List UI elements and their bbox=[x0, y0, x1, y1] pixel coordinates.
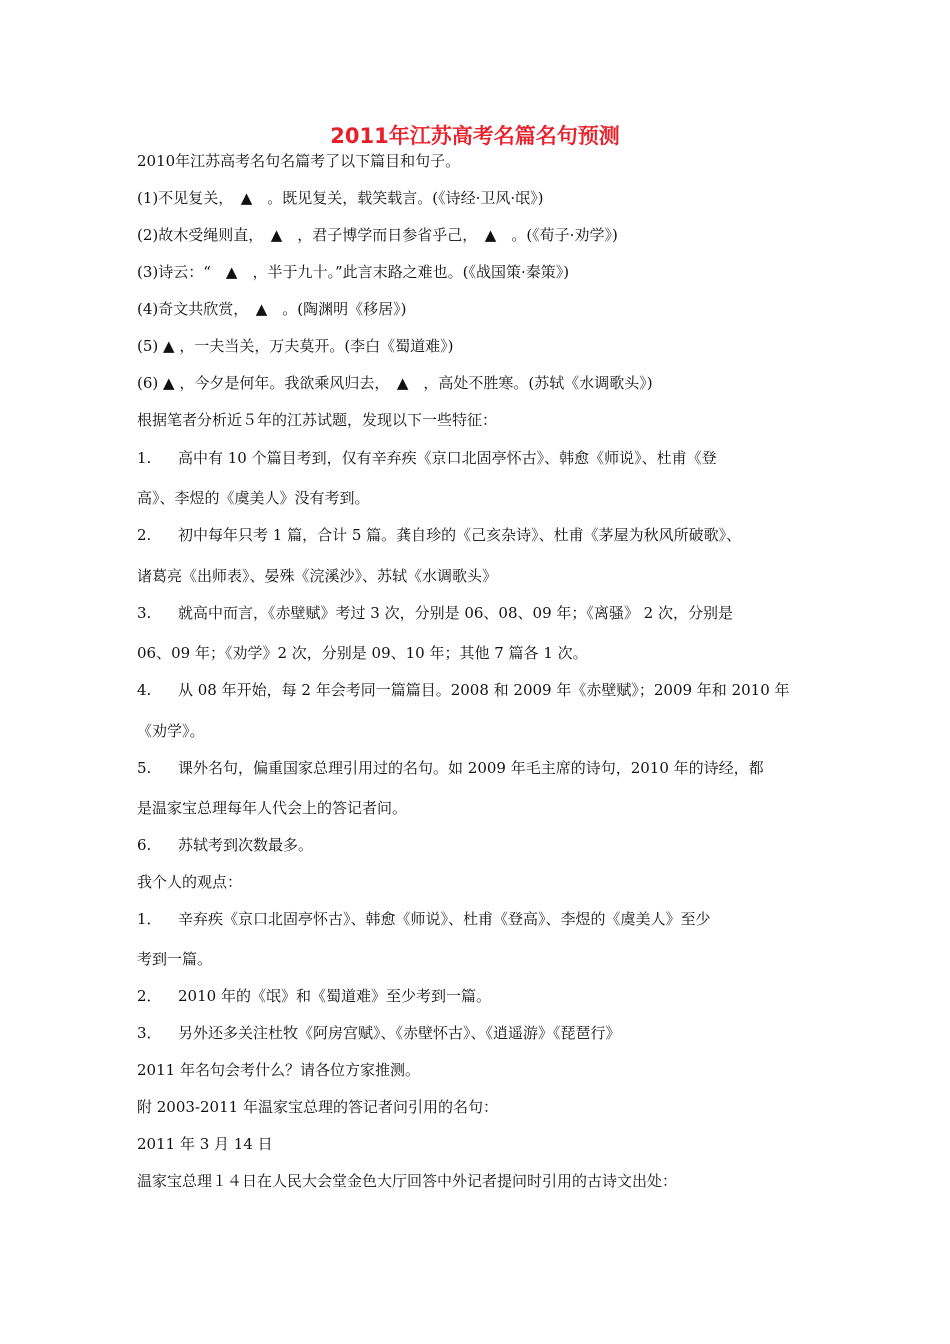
feature-5 bbox=[137, 758, 764, 778]
feature-number: 5. bbox=[137, 759, 152, 777]
feature-4 bbox=[137, 680, 790, 700]
feature-3 bbox=[137, 603, 733, 623]
appendix-text: 温家宝总理１４日在人民大会堂金色大厅回答中外记者提问时引用的古诗文出处： bbox=[137, 1172, 678, 1190]
feature-text: 苏轼考到次数最多。 bbox=[178, 836, 314, 854]
feature-5-cont: 是温家宝总理每年人代会上的答记者问。 bbox=[137, 799, 408, 817]
feature-text: 初中每年只考 1 篇，合计 5 篇。龚自珍的《己亥杂诗》、杜甫《茅屋为秋风所破歌》、 bbox=[178, 526, 742, 544]
feature-number: 3. bbox=[137, 604, 152, 622]
feature-number: 2. bbox=[137, 526, 152, 544]
feature-4-cont: 《劝学》。 bbox=[137, 722, 205, 740]
opinion-3 bbox=[137, 1023, 621, 1043]
question-1: (1)不见复关， ▲ 。既见复关，载笑载言。(《诗经·卫风·氓》) bbox=[137, 189, 544, 207]
feature-1-cont: 高》、李煜的《虞美人》没有考到。 bbox=[137, 489, 370, 507]
feature-text: 高中有 10 个篇目考到，仅有辛弃疾《京口北固亭怀古》、韩愈《师说》、杜甫《登 bbox=[178, 449, 717, 467]
feature-number: 4. bbox=[137, 681, 152, 699]
appendix-heading: 附 2003-2011 年温家宝总理的答记者问引用的名句： bbox=[137, 1098, 498, 1116]
opinion-text: 另外还多关注杜牧《阿房宫赋》、《赤壁怀古》、《逍遥游》《琵琶行》 bbox=[178, 1024, 621, 1042]
feature-1 bbox=[137, 448, 717, 468]
feature-text: 从 08 年开始，每 2 年会考同一篇篇目。2008 和 2009 年《赤壁赋》；2009 年和 2010 年 bbox=[178, 681, 790, 699]
intro-text: 2010年江苏高考名句名篇考了以下篇目和句子。 bbox=[137, 152, 461, 170]
question-2: (2)故木受绳则直， ▲ ，君子博学而日参省乎己， ▲ 。(《荀子·劝学》) bbox=[137, 226, 618, 244]
feature-number: 6. bbox=[137, 836, 152, 854]
feature-6 bbox=[137, 835, 313, 855]
feature-2-cont: 诸葛亮《出师表》、晏殊《浣溪沙》、苏轼《水调歌头》 bbox=[137, 567, 498, 585]
question-4: (4)奇文共欣赏， ▲ 。(陶渊明《移居》) bbox=[137, 300, 407, 318]
opinion-text: 2010 年的《氓》和《蜀道难》至少考到一篇。 bbox=[178, 987, 491, 1005]
closing-question: 2011 年名句会考什么？请各位方家推测。 bbox=[137, 1061, 420, 1079]
opinion-2 bbox=[137, 986, 491, 1006]
feature-text: 就高中而言，《赤壁赋》考过 3 次，分别是 06、08、09 年；《离骚》 2 次，分别是 bbox=[178, 604, 733, 622]
date-line: 2011 年 3 月 14 日 bbox=[137, 1135, 273, 1153]
opinion-number: 2． bbox=[137, 987, 162, 1005]
opinion-1-cont: 考到一篇。 bbox=[137, 950, 213, 968]
opinion-number: 3． bbox=[137, 1024, 162, 1042]
feature-text: 课外名句，偏重国家总理引用过的名句。如 2009 年毛主席的诗句，2010 年的诗经，都 bbox=[178, 759, 764, 777]
opinion-text: 辛弃疾《京口北固亭怀古》、韩愈《师说》、杜甫《登高》、李煜的《虞美人》至少 bbox=[178, 910, 711, 928]
question-5: (5) ▲ ，一夫当关，万夫莫开。(李白《蜀道难》) bbox=[137, 337, 454, 355]
page-title: 2011年江苏高考名篇名句预测 bbox=[330, 124, 620, 148]
opinion-intro: 我个人的观点： bbox=[137, 873, 243, 891]
opinion-1 bbox=[137, 909, 711, 929]
feature-number: 1. bbox=[137, 449, 152, 467]
opinion-number: 1． bbox=[137, 910, 162, 928]
question-6: (6) ▲ ，今夕是何年。我欲乘风归去， ▲ ，高处不胜寒。(苏轼《水调歌头》) bbox=[137, 374, 653, 392]
analysis-intro: 根据笔者分析近５年的江苏试题，发现以下一些特征： bbox=[137, 411, 498, 429]
question-3: (3)诗云：“ ▲ ，半于九十。”此言末路之难也。(《战国策·秦策》) bbox=[137, 263, 570, 281]
feature-3-cont: 06、09 年；《劝学》2 次，分别是 09、10 年；其他 7 篇各 1 次。 bbox=[137, 644, 588, 662]
feature-2 bbox=[137, 525, 741, 545]
